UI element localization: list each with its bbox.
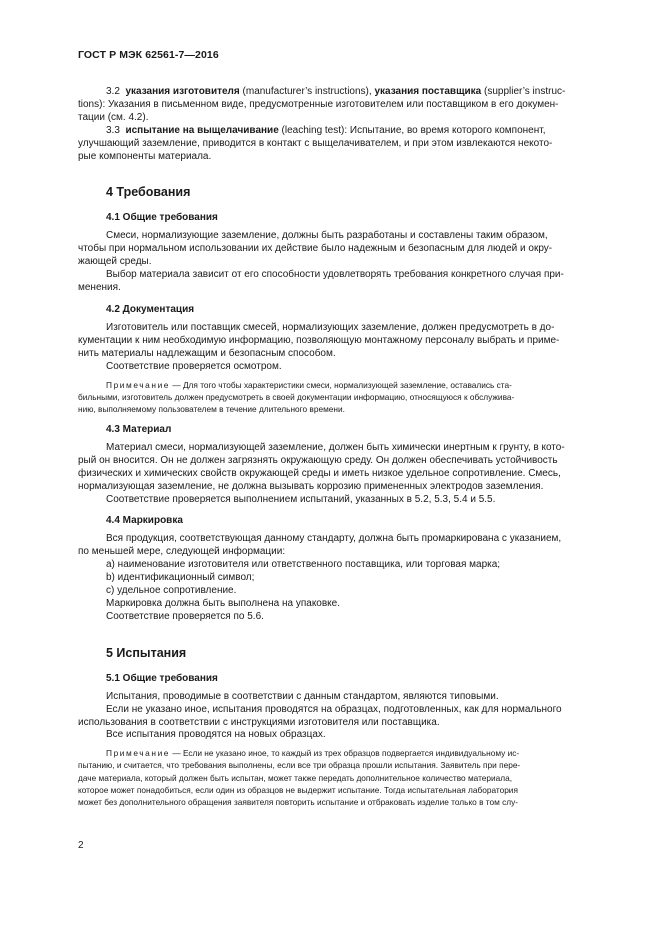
subsection-4-4-heading: 4.4 Маркировка (106, 515, 183, 527)
note-5-1: Примечание — Если не указано иное, то каждый из трех образцов подвергается индивидуальному ис- пытанию, и считается, что требования выполнены, если все три образца прошли испытания. Заявитель при пере- даче материала, который должен быть испытан, может также передать дополнительное количество материала, которое может понадобиться, если один из образцов не выдержит испытание. Тогда испытательная лаборатория может без дополнительного обращения заявителя повторить испытание и отбраковать изделие только в том слу- (78, 748, 521, 807)
term-supplier-instructions: указания поставщика (374, 86, 482, 97)
clause-3-2-line1: 3.2 указания изготовителя (manufacturer’s instructions), указания поставщика (supplier’s instruc- (106, 86, 566, 97)
note-label: Примечание (106, 379, 171, 390)
page-content (78, 86, 584, 808)
subsection-5-1-body: Испытания, проводимые в соответствии с данным стандартом, являются типовыми. Если не указано иное, испытания проводятся на образцах, подготовленных, как для нормального использования в соответствии с инструкциями изготовителя или поставщика. Все испытания проводятся на новых образцах. Примечание — Если не указано иное, то каждый из трех образцов подвергается индивидуальному ис- пытанию, и считается, что требования выполнены, если все три образца прошли испытания. Заявитель при пере- даче материала, который должен быть испытан, может также передать дополнительное количество материала, которое может понадобиться, если один из образцов не выдержит испытание. Тогда испытательная лаборатория может без дополнительного обращения заявителя повторить испытание и отбраковать изделие только в том слу- (78, 691, 584, 808)
subsection-4-1-heading: 4.1 Общие требования (106, 212, 218, 224)
subsection-4-4-body: Вся продукция, соответствующая данному стандарту, должна быть промаркирована с указанием, по меньшей мере, следующей информации: a) наименование изготовителя или ответственного поставщика, или торговая марка; b) идентификационный символ; c) удельное сопротивление. Маркировка должна быть выполнена на упаковке. Соответствие проверяется по 5.6. (78, 533, 584, 623)
subsection-4-3-body: Материал смеси, нормализующей заземление, должен быть химически инертным к грунту, в кото- рый он вносится. Он не должен загрязнять окружающую среду. Он должен обеспечивать устойчивость физических и химических свойств окружающей среды и иметь низкое удельное сопротивление. Смесь, нормализующая заземление, не должна вызывать коррозию примененных электродов заземления. Соответствие проверяется выполнением испытаний, указанных в 5.2, 5.3, 5.4 и 5.5. (78, 441, 565, 505)
subsection-4-1-body: Смеси, нормализующие заземление, должны быть разработаны и составлены таким образом, чтобы при нормальном использовании их действие было надежным и безопасным для людей и окру- жающей среды. Выбор материала зависит от его способности удовлетворять требования конкретного случая при- менения. (78, 230, 564, 294)
document-header: ГОСТ Р МЭК 62561-7—2016 (78, 49, 219, 61)
subsection-5-1-heading: 5.1 Общие требования (106, 672, 218, 684)
subsection-4-3-heading: 4.3 Материал (106, 423, 172, 435)
section-5-heading: 5 Испытания (106, 645, 187, 660)
marking-list (78, 559, 584, 598)
subsection-4-2-body: Изготовитель или поставщик смесей, нормализующих заземление, должен предусмотреть в до- кументации к ним необходимую информацию, позволяющую монтажному персоналу выбрать и приме- нить материалы надлежащим и безопасным способом. Соответствие проверяется осмотром. Примечание — Для того чтобы характеристики смеси, нормализующей заземление, оставались ста- бильными, изготовитель должен предусмотреть в своей документации информацию, относящуюся к обслужива- нию, выполняемому пользователем в течение длительного времени. (78, 322, 584, 415)
clause-3-3: 3.3 испытание на выщелачивание (leaching test): Испытание, во время которого компонент, улучшающий заземление, приводится в контакт с выщелачивателем, и при этом извлекаются некото- рые компоненты материала. (78, 124, 553, 162)
term-manufacturer-instructions: указания изготовителя (125, 86, 240, 97)
list-item: a) наименование изготовителя или ответственного поставщика, или торговая марка; (106, 559, 501, 571)
list-item: b) идентификационный символ; (106, 572, 255, 584)
clause-3-2: 3.2 указания изготовителя (manufacturer’s instructions), указания поставщика (supplier’s instruc- tions): Указания в письменном виде, предусмотренные изготовителем или поставщиком в его докумен- тации (см. 4.2). (78, 86, 584, 125)
section-4-heading: 4 Требования (106, 185, 191, 200)
term-leaching-test: испытание на выщелачивание (125, 124, 279, 136)
note-4-2: Примечание — Для того чтобы характеристики смеси, нормализующей заземление, оставались ста- бильными, изготовитель должен предусмотреть в своей документации информацию, относящуюся к обслужива- нию, выполняемому пользователем в течение длительного времени. (78, 379, 515, 414)
subsection-4-2-heading: 4.2 Документация (106, 303, 195, 315)
note-label: Примечание (106, 748, 171, 759)
page-number: 2 (78, 840, 84, 851)
section-4-heading-wrap (78, 185, 584, 199)
list-item: c) удельное сопротивление. (106, 585, 237, 597)
